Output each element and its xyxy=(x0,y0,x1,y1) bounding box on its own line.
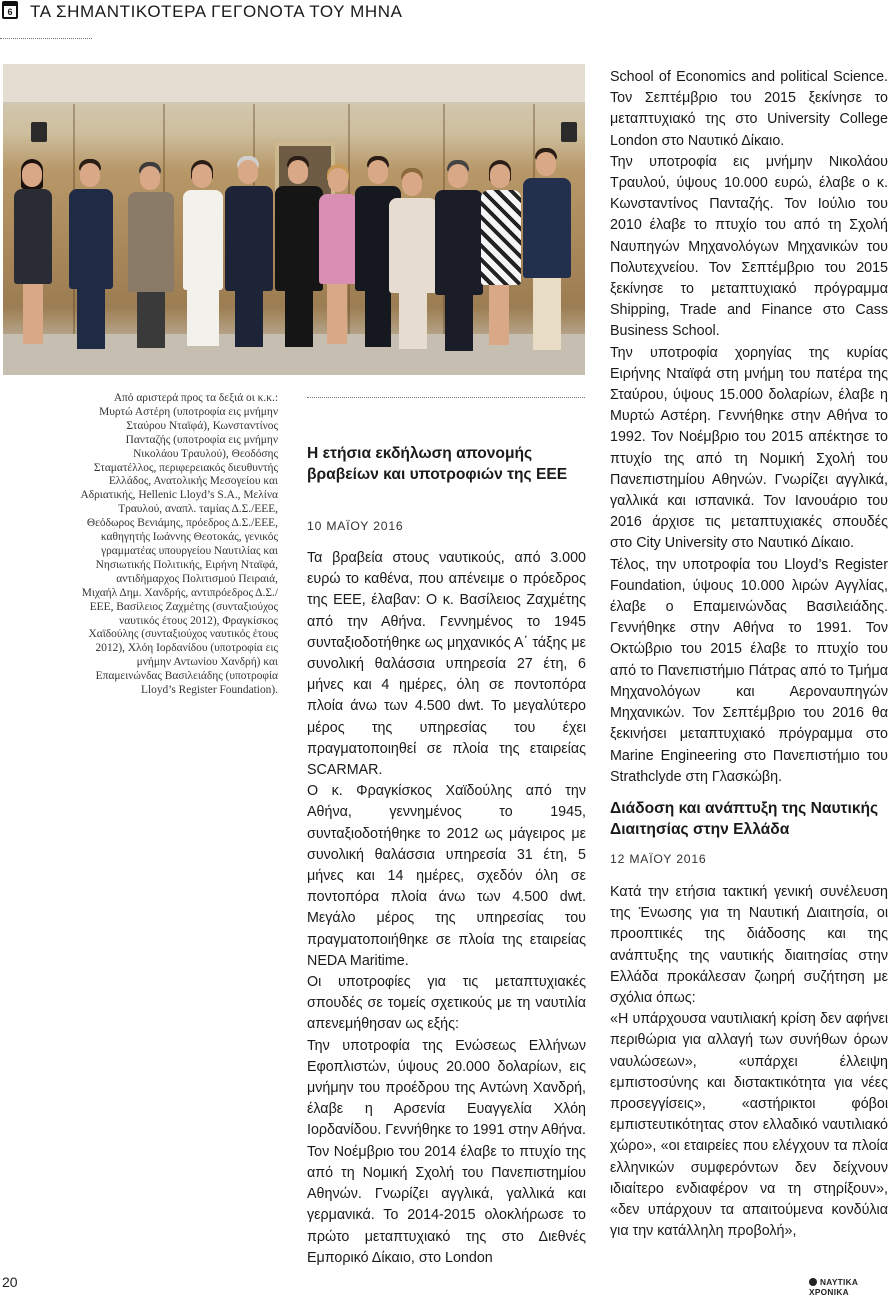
article-paragraph: Ο κ. Φραγκίσκος Χαϊδούλης από την Αθήνα, γεννημένος το 1945, συνταξιοδοτήθηκε το 2012 ως μάγειρος με συνολική θαλάσσια υπηρεσία 31 έτη, 5 μήνες και 14 ημέρες, σχεδόν όλη σε ποντοπόρα πλοία άνω των 4.500 dwt. Μεγάλο μέρος της υπηρεσίας του πραγματοποιήθηκε σε πλοία της εταιρείας NEDA Maritime. xyxy=(307,783,586,969)
photo-ceiling xyxy=(3,64,585,104)
event-photo xyxy=(3,64,585,375)
article-paragraph: Την υποτροφία της Ενώσεως Ελλήνων Εφοπλιστών, ύψους 20.000 δολαρίων, εις μνήμην του προέδρου της Αντώνη Χανδρή, έλαβε η Αρσενία Ευαγγελία Χλόη Ιορδανίδου. Γεννήθηκε το 1991 στην Αθήνα. Τον Νοέμβριο του 2014 έλαβε το πτυχίο της από τη Νομική Σχολή του Πανεπιστημίου Αθηνών. Γνωρίζει αγγλικά, γαλλικά και γερμανικά. Το 2014-2015 ολοκλήρωσε το πρώτο μεταπτυχιακό της στο Διεθνές Εμπορικό Δίκαιο, στο London xyxy=(307,1037,586,1266)
page-header xyxy=(0,0,890,40)
article-title: Η ετήσια εκδήλωση απονομής βραβείων και υποτροφιών της ΕΕΕ xyxy=(307,445,568,483)
photo-speaker xyxy=(561,122,577,142)
article-paragraph: Την υποτροφία εις μνήμην Νικολάου Τραυλού, ύψους 10.000 ευρώ, έλαβε ο κ. Κωνσταντίνος Πανταζής. Τον Ιούλιο του 2010 έλαβε το πτυχίο του από τη Σχολή Ναυπηγών Μηχανολόγων Μηχανικών του Πολυτεχνείου. Τον Σεπτέμβριο του 2015 ξεκίνησε το μεταπτυχιακό πρόγραμμα Shipping, Trade and Finance στο Cass Business School. xyxy=(610,153,888,340)
article-date: 12 ΜΑΪΟΥ 2016 xyxy=(610,852,707,866)
article-paragraph: Τα βραβεία στους ναυτικούς, από 3.000 ευρώ το καθένα, που απένειμε ο πρόεδρος της ΕΕΕ, έλαβαν: Ο κ. Βασίλειος Ζαχμέτης από την Αθήνα. Γεννημένος το 1945 συνταξιοδοτήθηκε ως μηχανικός Α΄ τάξης με συνολική θαλάσσια υπηρεσία 27 έτη, 6 μήνες και 4 ημέρες, όλη σε ποντοπόρα πλοία άνω των 4.500 dwt. Το μεγαλύτερο μέρος της υπηρεσίας του έχει πραγματοποιηθεί σε πλοία της εταιρείας SCARMAR. xyxy=(307,550,586,779)
photo-speaker xyxy=(31,122,47,142)
calendar-icon: 6 xyxy=(2,1,18,19)
article-paragraph: Οι υποτροφίες για τις μεταπτυχιακές σπουδές σε τομείς σχετικούς με τη ναυτιλία απενεμήθησαν ως εξής: xyxy=(307,974,586,1033)
article-body-continued xyxy=(610,67,888,788)
publication-brand xyxy=(809,1277,890,1297)
article-body xyxy=(610,882,888,1242)
article-paragraph: Κατά την ετήσια τακτική γενική συνέλευση της Ένωσης για τη Ναυτική Διαιτησία, οι προοπτικές της διάδοσης και της ανάπτυξης της ναυτικής διαιτησίας στην Ελλάδα προκάλεσαν ζωηρή συζήτηση με σχόλια όπως: xyxy=(610,884,888,1007)
article-date: 10 ΜΑΪΟΥ 2016 xyxy=(307,519,404,533)
article-paragraph: Την υποτροφία χορηγίας της κυρίας Ειρήνης Νταϊφά στη μνήμη του πατέρα της Σταύρου, ύψους 15.000 δολαρίων, έλαβε η Μυρτώ Αστέρη. Γεννήθηκε στην Αθήνα το 1992. Τον Νοέμβριο του 2015 απέκτησε το πτυχίο της από τη Νομική Σχολή του Πανεπιστημίου Αθηνών. Γνωρίζει αγγλικά, γαλλικά και ισπανικά. Τον Ιανουάριο του 2016 άρχισε τις μεταπτυχιακές σπουδές στο City University στο Ναυτικό Δίκαιο. xyxy=(610,344,888,552)
article-paragraph: School of Economics and political Science. Τον Σεπτέμβριο του 2015 ξεκίνησε το μεταπτυχιακό της στο University College London στο Ναυτικό Δίκαιο. xyxy=(610,69,888,149)
page-number: 20 xyxy=(2,1274,18,1290)
article-paragraph: «Η υπάρχουσα ναυτιλιακή κρίση δεν αφήνει περιθώρια για αλλαγή των συνήθων όρων ναυλώσεων», «υπάρχει έλλειψη εμπιστοσύνης και διστακτικότητα για νέες προσεγγίσεις», «αστήρικτοι φόβοι εμπιστευτικότητας στον ελλαδικό ναυτιλιακό χώρο», «οι εταιρείες που ελέγχουν τα πλοία ελληνικών συμφερόντων δεν δείχνουν ιδιαίτερο ενδιαφέρον να τη στηρίξουν», «δεν υπάρχουν τα απαιτούμενα κονδύλια για την κατάλληλη προβολή», xyxy=(610,1011,888,1240)
header-divider xyxy=(0,38,92,39)
article-paragraph: Τέλος, την υποτροφία του Lloyd’s Register Foundation, ύψους 10.000 λιρών Αγγλίας, έλαβε ο Επαμεινώνδας Βασιλειάδης. Γεννήθηκε στην Αθήνα το 1991. Τον Οκτώβριο του 2015 έλαβε το πτυχίο του από το Πανεπιστήμιο Πάτρας από το Τμήμα Μηχανολόγων και Αεροναυπηγών Μηχανικών. Τον Σεπτέμβριο του 2016 θα ξεκινήσει μεταπτυχιακό πρόγραμμα στο Marine Engineering στο Πανεπιστήμιο του Strathclyde στη Γλασκώβη. xyxy=(610,556,888,785)
article-title: Διάδοση και ανάπτυξη της Ναυτικής Διαιτησίας στην Ελλάδα xyxy=(610,800,879,838)
article-body xyxy=(307,548,586,1269)
brand-logo-icon xyxy=(809,1278,817,1286)
section-title: ΤΑ ΣΗΜΑΝΤΙΚΟΤΕΡΑ ΓΕΓΟΝΟΤΑ ΤΟΥ ΜΗΝΑ xyxy=(30,2,403,21)
brand-name: ΝΑΥΤΙΚΑ ΧΡΟΝΙΚΑ xyxy=(809,1277,859,1297)
column-divider xyxy=(307,397,585,398)
photo-caption: Από αριστερά προς τα δεξιά οι κ.κ.: Μυρτώ Αστέρη (υποτροφία εις μνήμην Σταύρου Νταϊφά), Κωνσταντίνος Πανταζής (υποτροφία εις μνήμην Νικολάου Τραυλού), Θεοδόσης Σταματέλλος, περιφερειακός διευθυντής Ελλάδος, Ανατολικής Μεσογείου και Αδριατικής, Hellenic Lloyd’s S.A., Μελίνα Τραυλού, αναπλ. ταμίας Δ.Σ./ΕΕΕ, Θεόδωρος Βενιάμης, πρόεδρος Δ.Σ./ΕΕΕ, καθηγητής Ιωάννης Θεοτοκάς, γενικός γραμματέας υπουργείου Ναυτιλίας και Νησιωτικής Πολιτικής, Ειρήνη Νταϊφά, αντιδήμαρχος Πολιτισμού Πειραιά, Μιχαήλ Δημ. Χανδρής, αντιπρόεδρος Δ.Σ./ΕΕΕ, Βασίλειος Ζαχμέτης (συνταξιούχος ναυτικός έτους 2012), Φραγκίσκος Χαϊδούλης (συνταξιούχος ναυτικός έτους 2012), Χλόη Ιορδανίδου (υποτροφία εις μνήμην Αντωνίου Χανδρή) και Επαμεινώνδας Βασιλειάδης (υποτροφία Lloyd’s Register Foundation). xyxy=(80,392,278,697)
